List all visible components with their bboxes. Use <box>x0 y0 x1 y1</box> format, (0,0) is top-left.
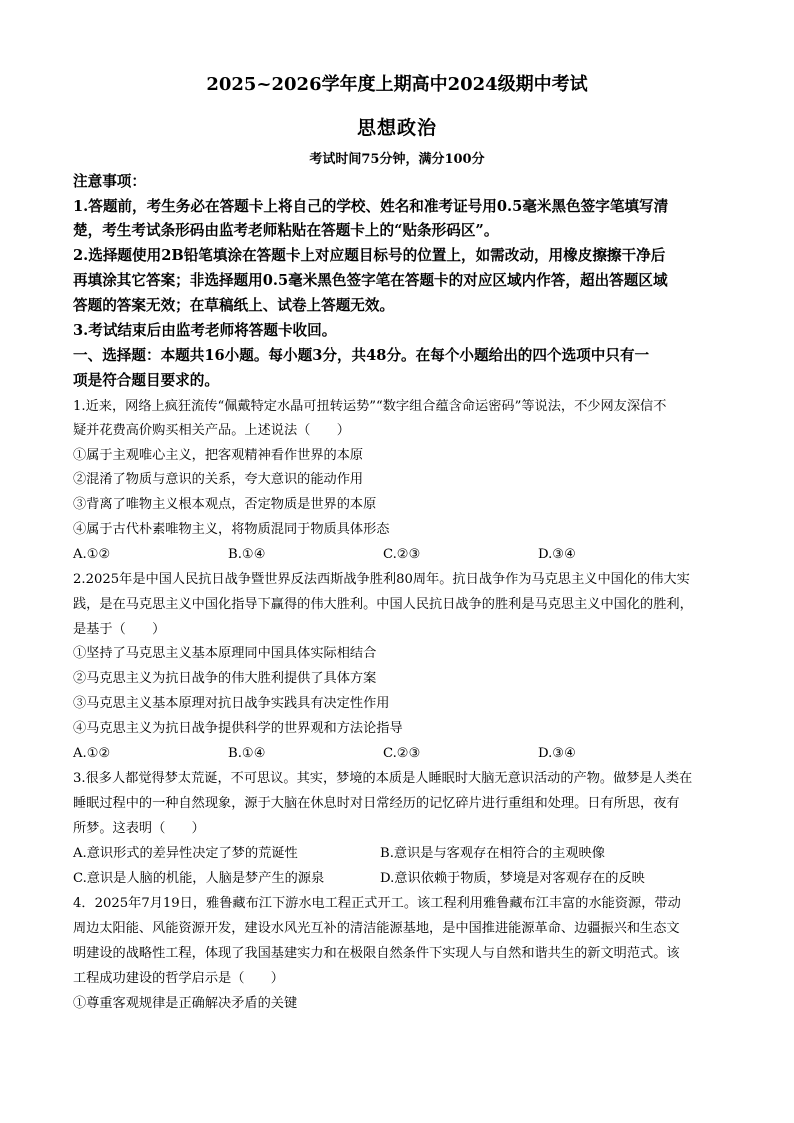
question-stem: 2.2025年是中国人民抗日战争暨世界反法西斯战争胜利80周年。抗日战争作为马克思主义中国化的伟大实 <box>73 572 690 587</box>
question-item: ①坚持了马克思主义基本原理同中国具体实际相结合 <box>73 646 377 661</box>
option-d: D.③④ <box>538 746 576 761</box>
question-item: ①属于主观唯心主义，把客观精神看作世界的本原 <box>73 448 364 463</box>
option-a: A.①② <box>73 547 111 562</box>
notice-line: 答题的答案无效；在草稿纸上、试卷上答题无效。 <box>73 297 395 314</box>
subject-title: 思想政治 <box>356 117 437 139</box>
question-stem: 是基于（ ） <box>73 622 166 637</box>
question-stem: 明建设的战略性工程，体现了我国基建实力和在极限自然条件下实现人与自然和谐共生的新文明范式。该 <box>73 946 680 961</box>
question-stem: 4．2025年7月19日，雅鲁藏布江下游水电工程正式开工。该工程利用雅鲁藏布江丰富的水能资源，带动 <box>73 896 681 911</box>
question-item: ③马克思主义基本原理对抗日战争实践具有决定性作用 <box>73 696 390 711</box>
question-stem: 周边太阳能、风能资源开发，建设水风光互补的清洁能源基地，是中国推进能源革命、边疆振兴和生态文 <box>73 921 680 936</box>
exam-title: 2025~2026学年度上期高中2024级期中考试 <box>206 74 588 95</box>
notice-line: 1.答题前，考生务必在答题卡上将自己的学校、姓名和准考证号用0.5毫米黑色签字笔填写清 <box>73 198 669 215</box>
question-item: ③背离了唯物主义根本观点，否定物质是世界的本原 <box>73 497 377 512</box>
section-heading: 项是符合题目要求的。 <box>73 372 219 389</box>
exam-time-info: 考试时间75分钟，满分100分 <box>309 152 485 167</box>
notice-line: 2.选择题使用2B铅笔填涂在答题卡上对应题目标号的位置上，如需改动，用橡皮擦擦干净后 <box>73 247 666 264</box>
question-item: ④属于古代朴素唯物主义，将物质混同于物质具体形态 <box>73 522 390 537</box>
notice-line: 再填涂其它答案；非选择题用0.5毫米黑色签字笔在答题卡的对应区域内作答，超出答题区域 <box>73 272 668 289</box>
option-b: B.意识是与客观存在相符合的主观映像 <box>380 846 605 861</box>
notice-line: 楚，考生考试条形码由监考老师粘贴在答题卡上的“贴条形码区”。 <box>73 222 499 239</box>
question-stem: 睡眠过程中的一种自然现象，源于大脑在休息时对日常经历的记忆碎片进行重组和处理。日有所思，夜有 <box>73 796 680 811</box>
option-a: A.意识形式的差异性决定了梦的荒诞性 <box>73 846 298 861</box>
question-stem: 疑并花费高价购买相关产品。上述说法（ ） <box>73 423 350 438</box>
option-c: C.②③ <box>383 547 421 562</box>
question-item: ①尊重客观规律是正确解决矛盾的关键 <box>73 996 298 1011</box>
option-d: D.③④ <box>538 547 576 562</box>
question-stem: 3.很多人都觉得梦太荒诞，不可思议。其实，梦境的本质是人睡眠时大脑无意识活动的产物。做梦是人类在 <box>73 771 693 786</box>
question-stem: 所梦。这表明（ ） <box>73 821 205 836</box>
option-a: A.①② <box>73 746 111 761</box>
option-c: C.意识是人脑的机能，人脑是梦产生的源泉 <box>73 871 325 886</box>
section-heading: 一、选择题：本题共16小题。每小题3分，共48分。在每个小题给出的四个选项中只有一 <box>73 347 650 364</box>
question-item: ④马克思主义为抗日战争提供科学的世界观和方法论指导 <box>73 721 403 736</box>
option-d: D.意识依赖于物质，梦境是对客观存在的反映 <box>380 871 645 886</box>
question-stem: 践，是在马克思主义中国化指导下赢得的伟大胜利。中国人民抗日战争的胜利是马克思主义中国化的胜利， <box>73 597 693 612</box>
option-c: C.②③ <box>383 746 421 761</box>
question-stem: 1.近来，网络上疯狂流传“佩戴特定水晶可扭转运势”“数字组合蕴含命运密码”等说法，不少网友深信不 <box>73 399 667 414</box>
notice-line: 3.考试结束后由监考老师将答题卡收回。 <box>73 322 337 339</box>
option-b: B.①④ <box>228 547 266 562</box>
notice-heading: 注意事项： <box>73 173 146 190</box>
question-stem: 工程成功建设的哲学启示是（ ） <box>73 971 284 986</box>
question-item: ②马克思主义为抗日战争的伟大胜利提供了具体方案 <box>73 671 377 686</box>
option-b: B.①④ <box>228 746 266 761</box>
question-item: ②混淆了物质与意识的关系，夸大意识的能动作用 <box>73 472 364 487</box>
